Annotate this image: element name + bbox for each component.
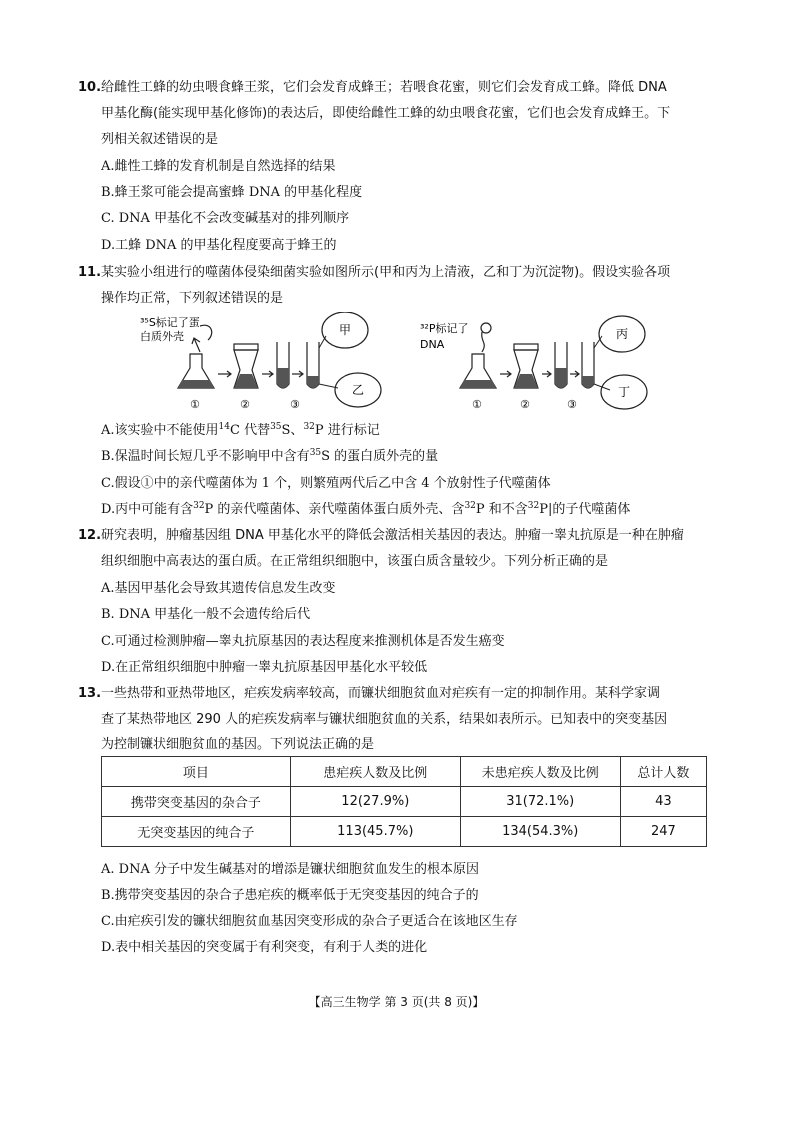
q11-number: 11. [78,265,102,280]
phage-experiment-figure [130,312,650,412]
q13-stem-line-3: 为控制镰状细胞贫血的基因。下列说法正确的是 [101,737,375,752]
q13-stem-line-2: 查了某热带地区 290 人的疟疾发病率与镰状细胞贫血的关系，结果如表所示。已知表中的突变基因 [101,712,668,727]
table-row [102,817,707,847]
q12-option-c[interactable]: C.可通过检测肿瘤—睾丸抗原基因的表达程度来推测机体是否发生癌变 [101,634,505,649]
blender-icon [514,344,538,388]
q12-stem-line-2: 组织细胞中高表达的蛋白质。在正常组织细胞中，该蛋白质含量较少。下列分析正确的是 [101,554,609,569]
fig-left-label-1: ³⁵S标记了蛋 [140,316,200,329]
blender-icon [234,344,258,388]
q12-stem-line-1: 12.研究表明，肿瘤基因组 DNA 甲基化水平的降低会激活相关基因的表达。肿瘤一睾丸抗原是一种在肿瘤 [78,528,684,543]
q13-option-c[interactable]: C.由疟疾引发的镰状细胞贫血基因突变形成的杂合子更适合在该地区生存 [101,914,518,929]
fig-right-step-1: ① [472,398,482,411]
q11-stem-line-2: 操作均正常，下列叙述错误的是 [101,291,284,306]
q13-option-d[interactable]: D.表中相关基因的突变属于有利突变，有利于人类的进化 [101,940,428,955]
table-header: 未患疟疾人数及比例 [460,757,620,787]
q13-option-a[interactable]: A. DNA 分子中发生碱基对的增添是镰状细胞贫血发生的根本原因 [101,862,479,877]
q12-option-d[interactable]: D.在正常组织细胞中肿瘤一睾丸抗原基因甲基化水平较低 [101,660,428,675]
malaria-table [101,756,707,847]
table-header-row [102,757,707,787]
q12-number: 12. [78,528,102,543]
table-cell: 134(54.3%) [460,817,620,847]
fig-label-jia: 甲 [339,323,352,337]
fig-label-ding: 丁 [618,385,631,399]
table-cell: 携带突变基因的杂合子 [102,787,291,817]
table-cell: 43 [620,787,706,817]
fig-left-label-2: 白质外壳 [140,330,184,343]
q10-stem-line-1: 10.给雌性工蜂的幼虫喂食蜂王浆，它们会发育成蜂王；若喂食花蜜，则它们会发育成工蜂。降低 DNA [78,80,667,95]
fig-right-label-1: ³²P标记了 [420,322,469,335]
fig-label-bing: 丙 [616,327,629,341]
flask-icon [460,354,496,388]
table-cell: 247 [620,817,706,847]
q11-option-c[interactable]: C.假设①中的亲代噬菌体为 1 个，则繁殖两代后乙中含 4 个放射性子代噬菌体 [101,476,551,491]
table-cell: 31(72.1%) [460,787,620,817]
table-cell: 113(45.7%) [290,817,460,847]
q11-stem-line-1: 11.某实验小组进行的噬菌体侵染细菌实验如图所示(甲和丙为上清液，乙和丁为沉淀物)。假设实验各项 [78,265,671,280]
table-row [102,787,707,817]
q10-option-c[interactable]: C. DNA 甲基化不会改变碱基对的排列顺序 [101,211,350,226]
page-footer: 【高三生物学 第 3 页(共 8 页)】 [308,995,485,1009]
table-cell: 12(27.9%) [290,787,460,817]
table-header: 项目 [102,757,291,787]
table-header: 总计人数 [620,757,706,787]
table-header: 患疟疾人数及比例 [290,757,460,787]
q12-option-b[interactable]: B. DNA 甲基化一般不会遗传给后代 [101,607,311,622]
table-cell: 无突变基因的纯合子 [102,817,291,847]
q10-option-a[interactable]: A.雌性工蜂的发育机制是自然选择的结果 [101,159,336,174]
fig-right-step-2: ② [520,398,530,411]
fig-left-step-1: ① [190,398,200,411]
flask-icon [178,354,214,388]
q10-option-d[interactable]: D.工蜂 DNA 的甲基化程度要高于蜂王的 [101,238,337,253]
q12-option-a[interactable]: A.基因甲基化会导致其遗传信息发生改变 [101,581,336,596]
q10-stem-line-2: 甲基化酶(能实现甲基化修饰)的表达后，即使给雌性工蜂的幼虫喂食花蜜，它们也会发育成蜂王。下 [101,106,671,121]
q11-option-a[interactable]: A.该实验中不能使用$^{14}$C 代替$^{35}$S、$^{32}$P 进行标记 [101,422,380,438]
q13-stem-line-1: 13.一些热带和亚热带地区，疟疾发病率较高，而镰状细胞贫血对疟疾有一定的抑制作用。某科学家调 [78,686,661,701]
fig-left-step-3: ③ [290,398,300,411]
q10-number: 10. [78,80,102,95]
fig-label-yi: 乙 [352,383,365,397]
q10-option-b[interactable]: B.蜂王浆可能会提高蜜蜂 DNA 的甲基化程度 [101,185,363,200]
q11-option-d[interactable]: D.丙中可能有含$^{32}$P 的亲代噬菌体、亲代噬菌体蛋白质外壳、含$^{32}$P 和不含$^{32}$P|的子代噬菌体 [101,501,631,517]
fig-left-step-2: ② [240,398,250,411]
fig-right-step-3: ③ [567,398,577,411]
fig-right-label-2: DNA [420,338,445,351]
q10-stem-line-3: 列相关叙述错误的是 [101,132,219,147]
q11-option-b[interactable]: B.保温时间长短几乎不影响甲中含有$^{35}$S 的蛋白质外壳的量 [101,448,439,464]
q13-option-b[interactable]: B.携带突变基因的杂合子患疟疾的概率低于无突变基因的纯合子的 [101,888,479,903]
q13-number: 13. [78,686,102,701]
